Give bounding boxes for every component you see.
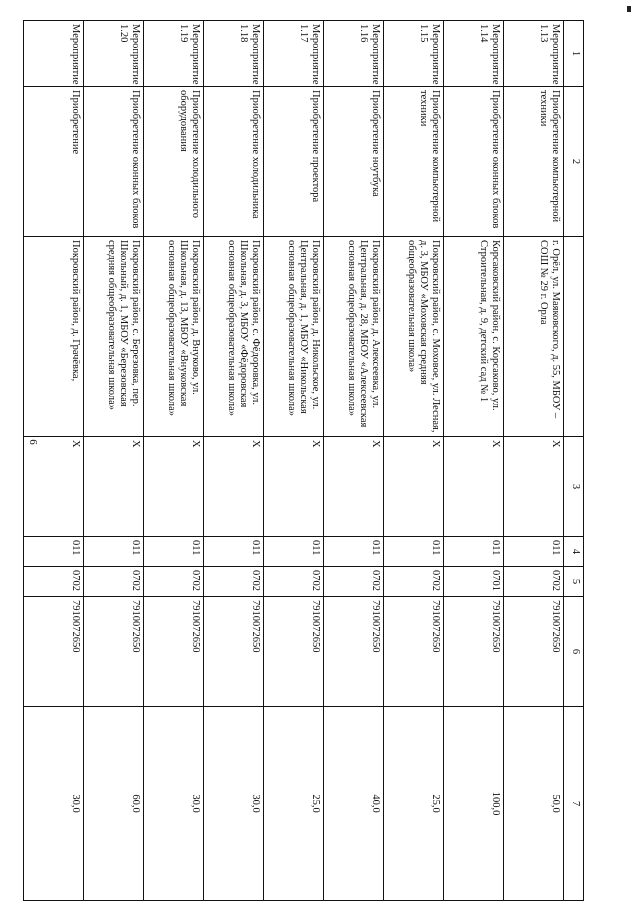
header-cell: 7 — [564, 707, 584, 901]
col6-cell: 7910072650 — [444, 597, 504, 707]
event-cell: Мероприятие 1.18 — [204, 21, 264, 87]
amount-cell: 30,0 — [24, 707, 84, 901]
table-row — [84, 21, 144, 901]
header-cell: 4 — [564, 537, 584, 567]
purchase-cell: Приобретение холодильника — [204, 87, 264, 237]
col6-cell: 7910072650 — [144, 597, 204, 707]
col6-cell: 7910072650 — [324, 597, 384, 707]
header-cell: 5 — [564, 567, 584, 597]
purchase-cell: Приобретение — [24, 87, 84, 237]
address-cell: Корсаковский район, с. Корсаково, ул. Строительная, д. 9, детский сад № 1 — [444, 237, 504, 437]
col6-cell: 7910072650 — [384, 597, 444, 707]
purchase-cell: Приобретение компьютерной техники — [504, 87, 564, 237]
col6-cell: 7910072650 — [504, 597, 564, 707]
col6-cell: 7910072650 — [264, 597, 324, 707]
col4-cell: 011 — [444, 537, 504, 567]
event-cell: Мероприятие — [24, 21, 84, 87]
header-cell — [564, 237, 584, 437]
col4-cell: 011 — [324, 537, 384, 567]
event-cell: Мероприятие 1.20 — [84, 21, 144, 87]
table-row — [264, 21, 324, 901]
header-cell: 1 — [564, 21, 584, 87]
col4-cell: 011 — [204, 537, 264, 567]
event-cell: Мероприятие 1.15 — [384, 21, 444, 87]
address-cell: Покровский район, с. Фёдоровка, ул. Школьная, д. 3, МБОУ «Фёдоровская основная общеобразовательная школа» — [204, 237, 264, 437]
col3-cell: X — [504, 437, 564, 537]
table-row — [384, 21, 444, 901]
address-cell: г. Орёл, ул. Маяковского, д. 55, МБОУ – СОШ № 29 г. Орла — [504, 237, 564, 437]
table-row — [504, 21, 564, 901]
address-cell: Покровский район, д. Внуково, ул. Школьная, д. 13, МБОУ «Внуковская основная общеобразовательная школа» — [144, 237, 204, 437]
purchase-cell: Приобретение оконных блоков — [84, 87, 144, 237]
header-cell: 6 — [564, 597, 584, 707]
header-cell: 3 — [564, 437, 584, 537]
amount-cell: 40,0 — [324, 707, 384, 901]
header-cell: 2 — [564, 87, 584, 237]
col3-cell: X — [204, 437, 264, 537]
amount-cell: 30,0 — [204, 707, 264, 901]
col5-cell: 0702 — [264, 567, 324, 597]
address-cell: Покровский район, д. Алексеевка, ул. Центральная, д. 28, МБОУ «Алексеевская основная общеобразовательная школа» — [324, 237, 384, 437]
amount-cell: 25,0 — [264, 707, 324, 901]
col5-cell: 0702 — [144, 567, 204, 597]
col3-cell: X — [24, 437, 84, 537]
col4-cell: 011 — [504, 537, 564, 567]
purchase-cell: Приобретение компьютерной техники — [384, 87, 444, 237]
table-row — [144, 21, 204, 901]
amount-cell: 50,0 — [504, 707, 564, 901]
col5-cell: 0702 — [324, 567, 384, 597]
address-cell: Покровский район, д. Грачёвка, — [24, 237, 84, 437]
col5-cell: 0701 — [444, 567, 504, 597]
address-cell: Покровский район, с. Березовка, пер. Школьный, д. 1, МБОУ «Березовская средняя общеобразовательная школа» — [84, 237, 144, 437]
col3-cell: X — [264, 437, 324, 537]
header-row — [564, 21, 584, 901]
col3-cell: X — [384, 437, 444, 537]
col5-cell: 0702 — [84, 567, 144, 597]
address-cell: Покровский район, д. Никольское, ул. Центральная, д. 1, МБОУ «Никольская основная общеобразовательная школа» — [264, 237, 324, 437]
col4-cell: 011 — [384, 537, 444, 567]
col5-cell: 0702 — [384, 567, 444, 597]
col3-cell: X — [84, 437, 144, 537]
event-cell: Мероприятие 1.14 — [444, 21, 504, 87]
purchase-cell: Приобретение оконных блоков — [444, 87, 504, 237]
col5-cell: 0702 — [204, 567, 264, 597]
budget-table — [23, 20, 584, 901]
rotated-table-frame — [70, 20, 584, 900]
event-cell: Мероприятие 1.13 — [504, 21, 564, 87]
event-cell: Мероприятие 1.17 — [264, 21, 324, 87]
col6-cell: 7910072650 — [24, 597, 84, 707]
purchase-cell: Приобретение ноутбука — [324, 87, 384, 237]
col4-cell: 011 — [84, 537, 144, 567]
purchase-cell: Приобретение холодильного оборудования — [144, 87, 204, 237]
col3-cell: X — [144, 437, 204, 537]
table-row — [24, 21, 84, 901]
event-cell: Мероприятие 1.16 — [324, 21, 384, 87]
amount-cell: 25,0 — [384, 707, 444, 901]
event-cell: Мероприятие 1.19 — [144, 21, 204, 87]
table-row — [444, 21, 504, 901]
purchase-cell: Приобретение проектора — [264, 87, 324, 237]
col6-cell: 7910072650 — [84, 597, 144, 707]
amount-cell: 100,0 — [444, 707, 504, 901]
col4-cell: 011 — [144, 537, 204, 567]
col5-cell: 0702 — [24, 567, 84, 597]
col5-cell: 0702 — [504, 567, 564, 597]
table-row — [204, 21, 264, 901]
amount-cell: 30,0 — [144, 707, 204, 901]
address-cell: Покровский район, с. Моховое, ул. Лесная, д. 3, МБОУ «Моховская средняя общеобразовательная школа» — [384, 237, 444, 437]
col3-cell: X — [444, 437, 504, 537]
col4-cell: 011 — [24, 537, 84, 567]
page-number: 6 — [26, 439, 39, 445]
col4-cell: 011 — [264, 537, 324, 567]
table-row — [324, 21, 384, 901]
amount-cell: 60,0 — [84, 707, 144, 901]
scan-mark — [627, 6, 631, 12]
col6-cell: 7910072650 — [204, 597, 264, 707]
col3-cell: X — [324, 437, 384, 537]
table-container — [70, 20, 584, 900]
